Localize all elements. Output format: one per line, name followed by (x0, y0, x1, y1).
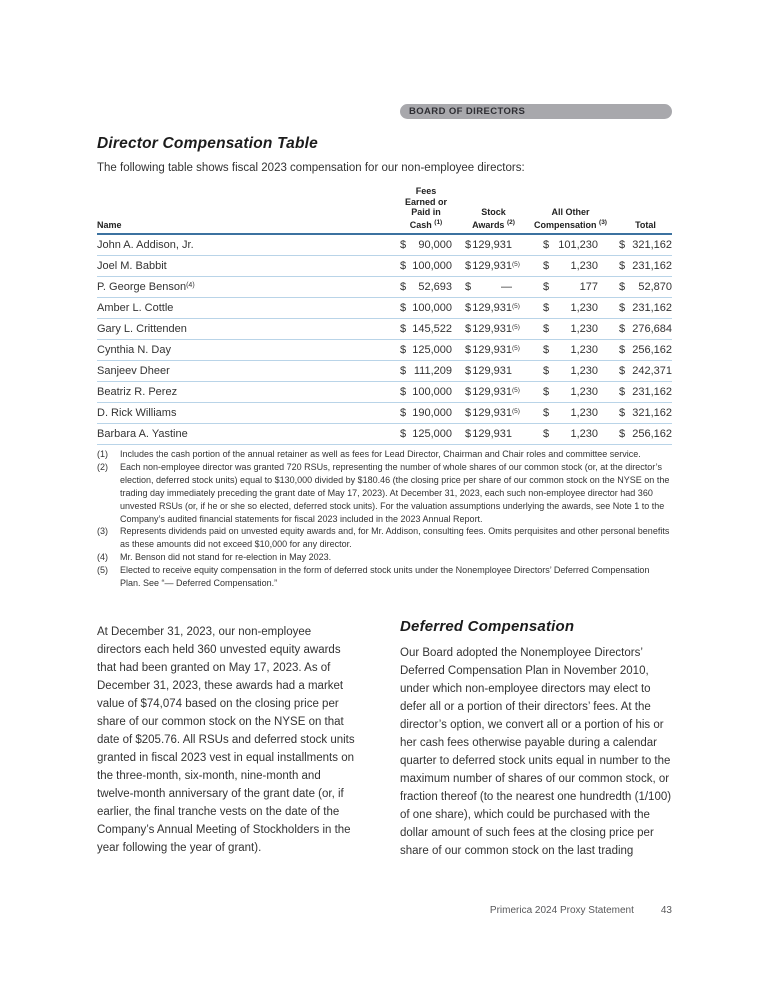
other-compensation-cell: $ 1,230 (543, 260, 598, 272)
intro-text: The following table shows fiscal 2023 compensation for our non-employee directors: (97, 162, 525, 174)
stock-awards-cell: $ 129,931 (465, 365, 512, 377)
fees-cell: $ 111,209 (400, 365, 452, 377)
vesting-paragraph: At December 31, 2023, our non-employee directors each held 360 unvested equity awards that had been granted on May 17, 2023. As of December 31, 2023, these awards had a market value of $74,074 based on the closing price per share of our common stock on the NYSE on that date of $205.76. All RSUs and deferred stock units granted in fiscal 2023 vest in equal installments on the three-month, six-month, nine-month and twelve-month anniversary of the grant date (or, if earlier, the final tranche vests on the date of the Company’s Annual Meeting of Stockholders in the year following the year of grant). (97, 626, 355, 854)
footnote-marker: (1) (97, 449, 108, 459)
total-cell: $ 231,162 (619, 260, 672, 272)
footnote-text: Includes the cash portion of the annual retainer as well as fees for Lead Director, Chairman and Chair roles and committee service. (120, 449, 641, 459)
other-compensation-cell: $ 177 (543, 281, 598, 293)
header-total: Total (635, 219, 656, 230)
footnote-ref-2: (2) (506, 218, 515, 226)
page-number: 43 (660, 905, 672, 916)
fees-cell: $ 100,000 (400, 386, 452, 398)
footer-document-title: Primerica 2024 Proxy Statement (489, 905, 634, 916)
footnote-ref: (5) (512, 303, 520, 310)
table-row (97, 361, 672, 382)
footnote (97, 551, 672, 564)
director-name: Joel M. Babbit (97, 260, 167, 272)
footnote (97, 525, 672, 551)
director-name: Cynthia N. Day (97, 344, 171, 356)
stock-awards-cell: $ 129,931 (465, 302, 512, 314)
stock-awards-cell: $ — (465, 281, 512, 293)
total-cell: $ 256,162 (619, 344, 672, 356)
fees-cell: $ 190,000 (400, 407, 452, 419)
total-cell: $ 242,371 (619, 365, 672, 377)
other-compensation-cell: $ 1,230 (543, 386, 598, 398)
total-cell: $ 256,162 (619, 428, 672, 440)
footnote (97, 448, 672, 461)
table-row (97, 403, 672, 424)
other-compensation-cell: $ 101,230 (543, 239, 598, 251)
director-name: Amber L. Cottle (97, 302, 174, 314)
page-title: Director Compensation Table (97, 135, 318, 152)
director-name: Beatriz R. Perez (97, 386, 178, 398)
total-cell: $ 321,162 (619, 239, 672, 251)
footnote-text: Each non-employee director was granted 720 RSUs, representing the number of whole shares of our common stock (or, at the director’s election, deferred stock units) equal to $130,000 divided by $180.46 (the closing price per share of our common stock on the NYSE on the trading day immediately preceding the grant date of May 17, 2023). At December 31, 2023, each such non-employee director had 360 unvested RSUs (or, if he or she so elected, deferred stock units). For the valuation assumptions underlying the awards, see Note 1 to the Company’s audited financial statements for fiscal 2023 included in the 2023 Annual Report. (120, 461, 670, 524)
header-all-other-compensation: All Other Compensation $^{(3)}$ (534, 207, 607, 230)
footnote-text: Elected to receive equity compensation in the form of deferred stock units under the Nonemployee Directors’ Deferred Compensation Plan. See “— Deferred Compensation.” (120, 565, 650, 589)
table-row (97, 298, 672, 319)
footnote-marker: (3) (97, 526, 108, 537)
footnote-ref: (5) (512, 408, 520, 415)
footnotes-section (97, 448, 672, 590)
fees-cell: $ 125,000 (400, 344, 452, 356)
header-name: Name (97, 219, 122, 230)
fees-cell: $ 125,000 (400, 428, 452, 440)
fees-cell: $ 100,000 (400, 260, 452, 272)
stock-awards-cell: $ 129,931 (465, 407, 512, 419)
table-row (97, 382, 672, 403)
fees-cell: $ 52,693 (400, 281, 452, 293)
other-compensation-cell: $ 1,230 (543, 302, 598, 314)
other-compensation-cell: $ 1,230 (543, 344, 598, 356)
footnote-ref: (5) (512, 261, 520, 268)
stock-awards-cell: $ 129,931 (465, 386, 512, 398)
section-badge (400, 104, 672, 119)
director-name: John A. Addison, Jr. (97, 239, 194, 251)
footnote (97, 461, 672, 526)
footnote-text: Represents dividends paid on unvested equity awards and, for Mr. Addison, consulting fees. Omits perquisites and other personal benefits as these amounts did not exceed $10,000 for any director. (120, 526, 670, 550)
body-left-column (97, 623, 357, 857)
other-compensation-cell: $ 1,230 (543, 428, 598, 440)
footnote-text: Mr. Benson did not stand for re-election in May 2023. (120, 552, 332, 563)
table-row (97, 256, 672, 277)
stock-awards-cell: $ 129,931 (465, 239, 512, 251)
footnote-ref: (4) (186, 282, 195, 289)
table-row (97, 340, 672, 361)
other-compensation-cell: $ 1,230 (543, 365, 598, 377)
director-name: P. George Benson (97, 281, 187, 293)
footnote-ref-1: (1) (434, 218, 443, 226)
director-compensation-table (97, 186, 672, 445)
other-compensation-cell: $ 1,230 (543, 323, 598, 335)
section-badge-label: BOARD OF DIRECTORS (409, 106, 526, 117)
stock-awards-cell: $ 129,931 (465, 428, 512, 440)
other-compensation-cell: $ 1,230 (543, 407, 598, 419)
fees-cell: $ 145,522 (400, 323, 452, 335)
header-fees: Fees Earned or Paid in Cash $^{(1)}$ (404, 186, 447, 230)
stock-awards-cell: $ 129,931 (465, 344, 512, 356)
table-row (97, 424, 672, 445)
table-row (97, 319, 672, 340)
director-name: Barbara A. Yastine (97, 428, 188, 440)
footnote-ref: (5) (512, 387, 520, 394)
table-row (97, 277, 672, 298)
table-header-row (97, 186, 672, 235)
fees-cell: $ 100,000 (400, 302, 452, 314)
fees-cell: $ 90,000 (400, 239, 452, 251)
total-cell: $ 321,162 (619, 407, 672, 419)
footnote-ref-3: (3) (599, 218, 607, 226)
footnote-ref: (5) (512, 345, 520, 352)
deferred-compensation-heading: Deferred Compensation (400, 618, 575, 635)
director-name: D. Rick Williams (97, 407, 177, 419)
total-cell: $ 276,684 (619, 323, 672, 335)
header-stock-awards: Stock Awards $^{(2)}$ (472, 207, 515, 230)
footnote-marker: (5) (97, 565, 108, 576)
page-footer (490, 905, 672, 916)
table-row (97, 235, 672, 256)
total-cell: $ 52,870 (619, 281, 672, 293)
total-cell: $ 231,162 (619, 302, 672, 314)
footnote-ref: (5) (512, 324, 520, 331)
deferred-compensation-paragraph: Our Board adopted the Nonemployee Directors’ Deferred Compensation Plan in November 2010, under which non-employee directors may elect to defer all or a portion of their directors’ fees. At the director’s option, we convert all or a portion of his or her cash fees otherwise payable during a calendar quarter to deferred stock units equal in number to the maximum number of shares of our common stock, or fraction thereof (to the nearest one hundredth (1/100) of one share), which could be purchased with the dollar amount of such fees at the closing price per share of our common stock on the last trading (400, 647, 672, 857)
body-right-column (400, 618, 674, 860)
director-name: Gary L. Crittenden (97, 323, 187, 335)
stock-awards-cell: $ 129,931 (465, 323, 512, 335)
footnote (97, 564, 672, 590)
director-name: Sanjeev Dheer (97, 365, 170, 377)
footnote-marker: (2) (97, 461, 108, 472)
footnote-marker: (4) (97, 552, 108, 563)
stock-awards-cell: $ 129,931 (465, 260, 512, 272)
total-cell: $ 231,162 (619, 386, 672, 398)
